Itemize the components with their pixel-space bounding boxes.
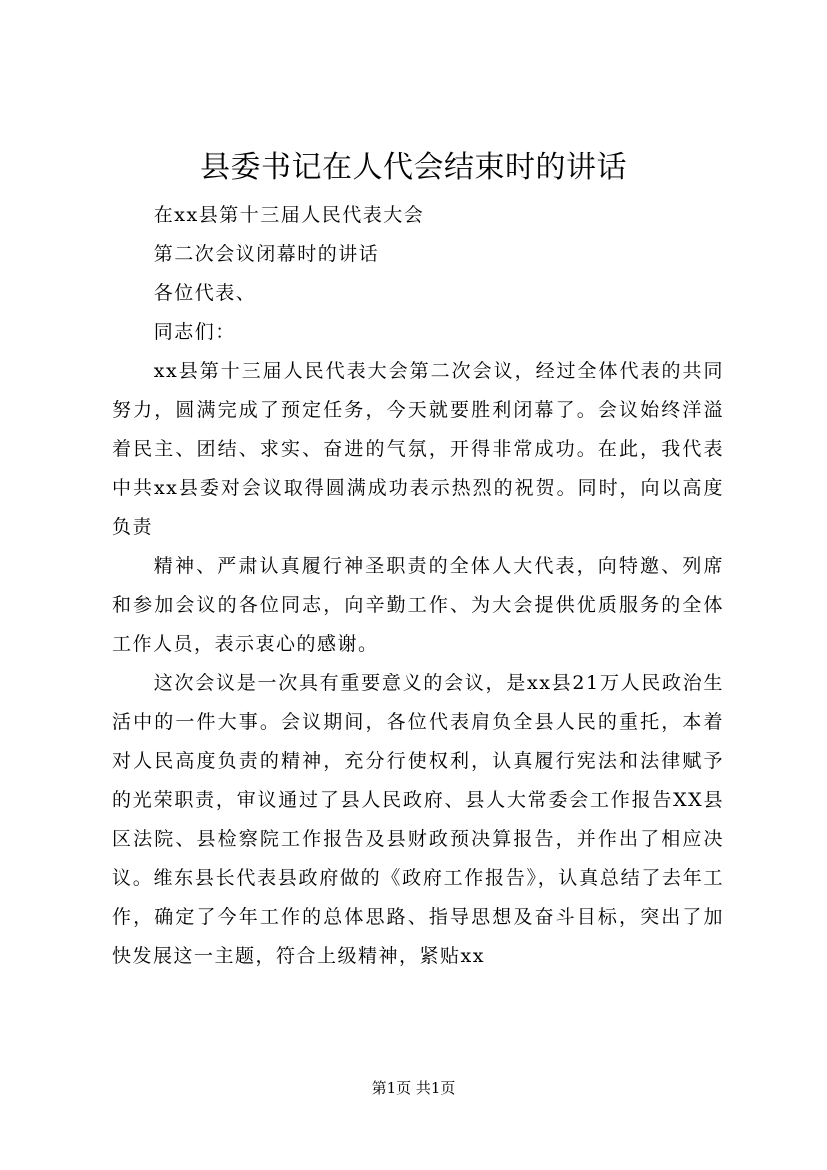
- heading-line-1: 在xx县第十三届人民代表大会: [153, 204, 425, 226]
- heading-line-2: 第二次会议闭幕时的讲话: [153, 243, 380, 265]
- paragraph-1: xx县第十三届人民代表大会第二次会议，经过全体代表的共同努力，圆满完成了预定任务，今天就要胜利闭幕了。会议始终洋溢着民主、团结、求实、奋进的气氛，开得非常成功。在此，我代表中共xx县委对会议取得圆满成功表示热烈的祝贺。同时，向以高度负责: [112, 360, 724, 538]
- document-body: [112, 196, 724, 976]
- paragraph-2: 精神、严肃认真履行神圣职责的全体人大代表，向特邀、列席和参加会议的各位同志，向辛勤工作、为大会提供优质服务的全体工作人员，表示衷心的感谢。: [112, 555, 724, 655]
- salutation-line-1: 各位代表、: [153, 282, 257, 304]
- document-title: 县委书记在人代会结束时的讲话: [200, 150, 627, 185]
- salutation-line-2: 同志们：: [153, 321, 236, 343]
- paragraph-3: 这次会议是一次具有重要意义的会议，是xx县21万人民政治生活中的一件大事。会议期间，各位代表肩负全县人民的重托，本着对人民高度负责的精神，充分行使权利，认真履行宪法和法律赋予的光荣职责，审议通过了县人民政府、县人大常委会工作报告XX县区法院、县检察院工作报告及县财政预决算报告，并作出了相应决议。维东县长代表县政府做的《政府工作报告》，认真总结了去年工作，确定了今年工作的总体思路、指导思想及奋斗目标，突出了加快发展这一主题，符合上级精神，紧贴xx: [112, 672, 724, 967]
- page-footer: 第1页 共1页: [371, 1079, 456, 1097]
